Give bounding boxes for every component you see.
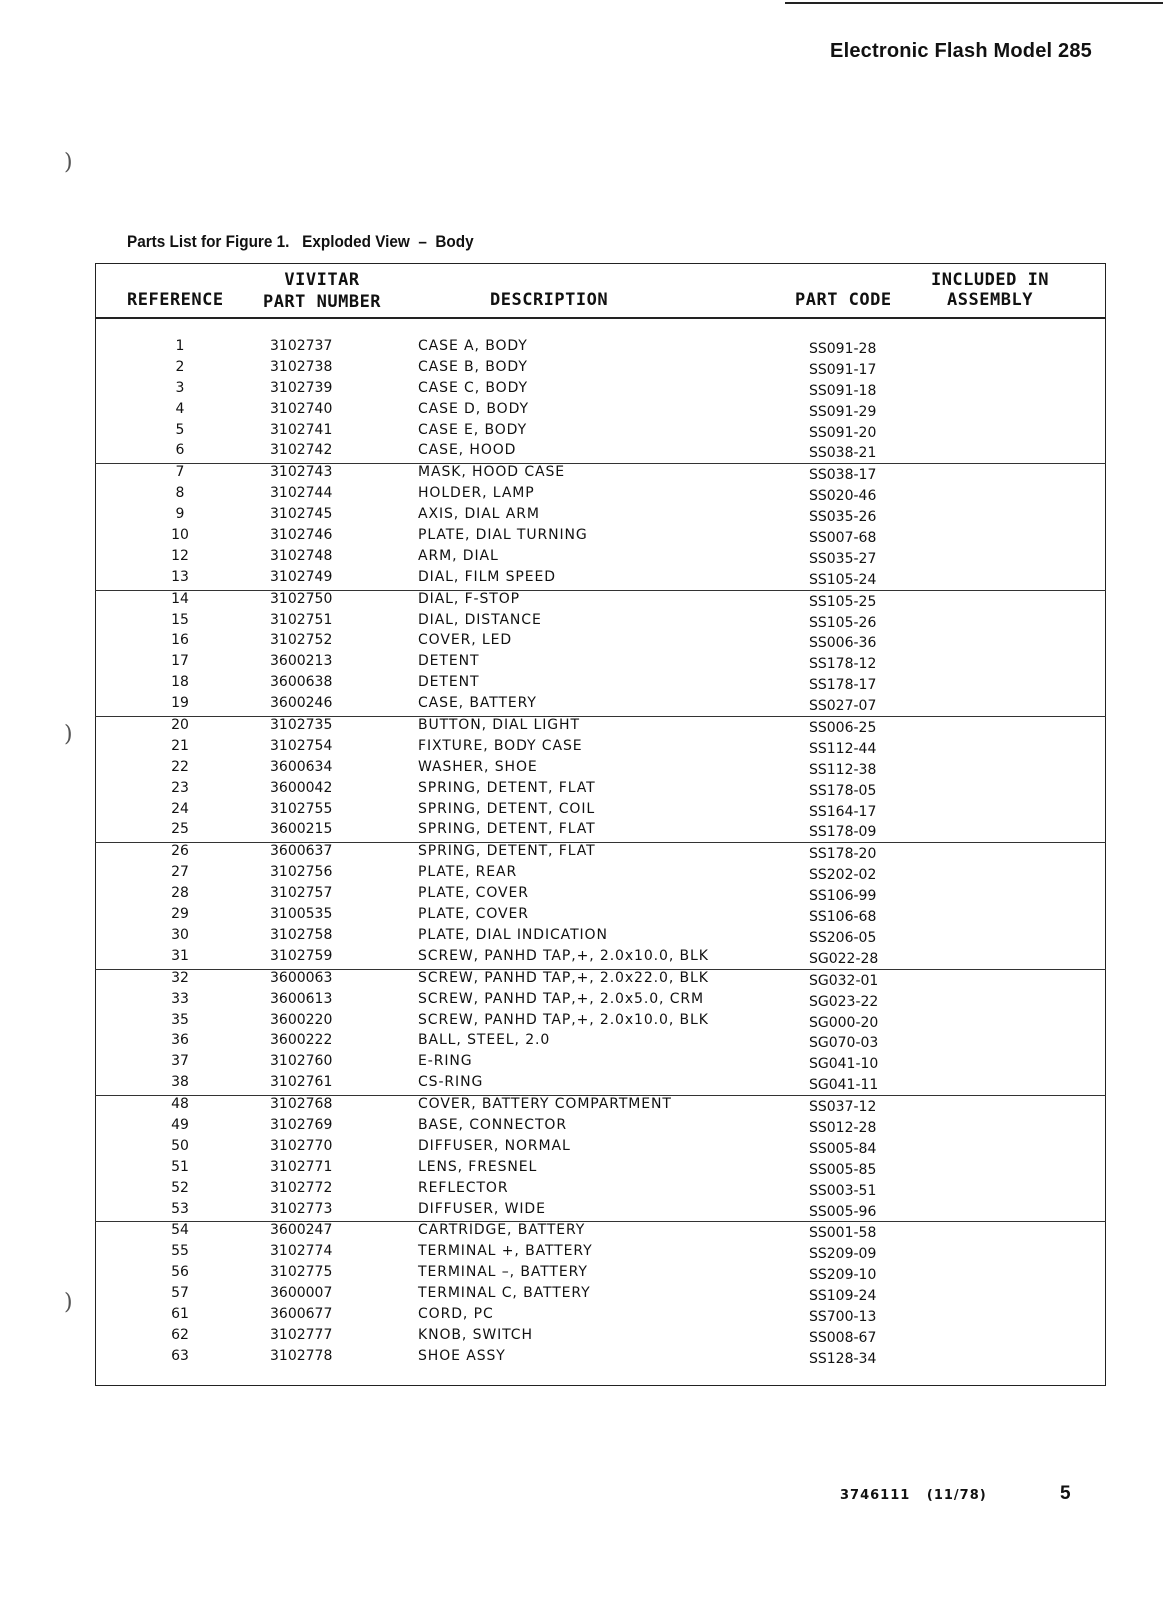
part-code-cell: SS178-05 (809, 782, 877, 799)
description-cell: BASE, CONNECTOR (418, 1116, 567, 1133)
description-cell: DIFFUSER, NORMAL (418, 1137, 571, 1154)
table-row (95, 843, 1106, 864)
table-row (95, 1159, 1106, 1180)
part-code-cell: SS035-27 (809, 550, 877, 567)
table-row (95, 442, 1106, 463)
description-cell: BUTTON, DIAL LIGHT (418, 717, 580, 734)
part-code-cell: SS109-24 (809, 1288, 877, 1305)
part-number-cell: 3102746 (270, 527, 333, 544)
table-row (95, 864, 1106, 885)
part-code-cell: SS105-24 (809, 571, 877, 588)
table-row (95, 1074, 1106, 1095)
reference-cell: 51 (171, 1158, 189, 1175)
part-number-cell: 3102735 (270, 717, 333, 734)
reference-cell: 36 (171, 1032, 189, 1049)
part-code-cell: SS112-44 (809, 740, 877, 757)
table-row (95, 906, 1106, 927)
part-number-cell: 3102773 (270, 1200, 333, 1217)
reference-cell: 8 (175, 485, 185, 502)
reference-cell: 27 (171, 864, 189, 881)
description-cell: DIAL, DISTANCE (418, 611, 542, 628)
table-row (95, 1012, 1106, 1033)
table-row (95, 948, 1106, 969)
part-number-cell: 3102756 (270, 864, 333, 881)
description-cell: SPRING, DETENT, FLAT (418, 821, 596, 838)
reference-cell: 63 (171, 1347, 189, 1364)
description-cell: CASE C, BODY (418, 379, 528, 396)
description-cell: DIAL, FILM SPEED (418, 568, 556, 585)
reference-cell: 48 (171, 1096, 189, 1113)
table-row (95, 548, 1106, 569)
description-cell: PLATE, DIAL TURNING (418, 527, 588, 544)
description-cell: CARTRIDGE, BATTERY (418, 1222, 586, 1239)
table-row (95, 485, 1106, 506)
part-number-cell: 3600247 (270, 1222, 333, 1239)
table-row (95, 612, 1106, 633)
table-row (95, 717, 1106, 738)
reference-cell: 52 (171, 1179, 189, 1196)
part-code-cell: SS005-85 (809, 1161, 877, 1178)
part-number-cell: 3102742 (270, 442, 333, 459)
part-code-cell: SS003-51 (809, 1182, 877, 1199)
table-row (95, 422, 1106, 443)
part-code-cell: SS106-68 (809, 909, 877, 926)
reference-cell: 29 (171, 906, 189, 923)
description-cell: REFLECTOR (418, 1179, 509, 1196)
part-number-cell: 3102741 (270, 421, 333, 438)
part-number-cell: 3100535 (270, 906, 333, 923)
part-number-cell: 3102758 (270, 926, 333, 943)
reference-cell: 38 (171, 1074, 189, 1091)
reference-cell: 54 (171, 1222, 189, 1239)
part-code-cell: SS020-46 (809, 488, 877, 505)
part-number-cell: 3600634 (270, 758, 333, 775)
table-row (95, 885, 1106, 906)
part-number-cell: 3600007 (270, 1285, 333, 1302)
part-code-cell: SS209-09 (809, 1246, 877, 1263)
part-number-cell: 3102744 (270, 485, 333, 502)
part-code-cell: SS091-20 (809, 424, 877, 441)
description-cell: SCREW, PANHD TAP,+, 2.0x10.0, BLK (418, 1011, 709, 1028)
description-cell: PLATE, COVER (418, 885, 529, 902)
description-cell: DETENT (418, 653, 480, 670)
margin-mark: ) (64, 1290, 73, 1315)
part-number-cell: 3102751 (270, 611, 333, 628)
table-row (95, 1306, 1106, 1327)
col-header-included-in: INCLUDED IN (930, 270, 1050, 290)
reference-cell: 30 (171, 926, 189, 943)
part-code-cell: SS001-58 (809, 1225, 877, 1242)
part-number-cell: 3102745 (270, 506, 333, 523)
part-code-cell: SS700-13 (809, 1308, 877, 1325)
reference-cell: 37 (171, 1053, 189, 1070)
part-number-cell: 3600637 (270, 843, 333, 860)
table-row (95, 464, 1106, 485)
description-cell: CORD, PC (418, 1305, 494, 1322)
description-cell: SCREW, PANHD TAP,+, 2.0x22.0, BLK (418, 969, 709, 986)
description-cell: SHOE ASSY (418, 1347, 506, 1364)
part-number-cell: 3102768 (270, 1096, 333, 1113)
col-header-part-number: PART NUMBER (262, 292, 382, 312)
description-cell: TERMINAL C, BATTERY (418, 1285, 591, 1302)
part-number-cell: 3102740 (270, 400, 333, 417)
table-row (95, 338, 1106, 359)
reference-cell: 53 (171, 1200, 189, 1217)
reference-cell: 20 (171, 717, 189, 734)
description-cell: PLATE, REAR (418, 864, 518, 881)
reference-cell: 2 (175, 358, 185, 375)
reference-cell: 14 (171, 590, 189, 607)
description-cell: AXIS, DIAL ARM (418, 506, 540, 523)
table-row (95, 527, 1106, 548)
part-code-cell: SS178-12 (809, 656, 877, 673)
col-header-reference: REFERENCE (127, 290, 224, 310)
part-code-cell: SS008-67 (809, 1329, 877, 1346)
part-number-cell: 3102743 (270, 464, 333, 481)
table-row (95, 821, 1106, 842)
description-cell: TERMINAL +, BATTERY (418, 1243, 593, 1260)
reference-cell: 19 (171, 695, 189, 712)
part-code-cell: SS178-17 (809, 677, 877, 694)
description-cell: LENS, FRESNEL (418, 1158, 538, 1175)
part-code-cell: SS091-29 (809, 403, 877, 420)
description-cell: CASE, BATTERY (418, 695, 537, 712)
description-cell: CASE B, BODY (418, 358, 528, 375)
description-cell: COVER, LED (418, 632, 513, 649)
part-number-cell: 3102759 (270, 947, 333, 964)
part-code-cell: SS106-99 (809, 888, 877, 905)
document-code: 3746111 (11/78) (840, 1488, 987, 1503)
part-code-cell: SS091-18 (809, 382, 877, 399)
part-number-cell: 3102757 (270, 885, 333, 902)
col-header-assembly: ASSEMBLY (947, 290, 1033, 310)
reference-cell: 3 (175, 379, 185, 396)
reference-cell: 9 (175, 506, 185, 523)
description-cell: SCREW, PANHD TAP,+, 2.0x5.0, CRM (418, 990, 704, 1007)
part-code-cell: SG022-28 (809, 950, 879, 967)
table-row (95, 1201, 1106, 1222)
reference-cell: 25 (171, 821, 189, 838)
part-number-cell: 3102748 (270, 547, 333, 564)
reference-cell: 22 (171, 758, 189, 775)
margin-mark: ) (64, 722, 73, 747)
part-code-cell: SS038-21 (809, 445, 877, 462)
part-number-cell: 3102749 (270, 568, 333, 585)
part-code-cell: SG032-01 (809, 972, 879, 989)
col-header-description: DESCRIPTION (490, 290, 609, 310)
description-cell: ARM, DIAL (418, 547, 499, 564)
part-number-cell: 3600638 (270, 674, 333, 691)
reference-cell: 49 (171, 1116, 189, 1133)
page-header: Electronic Flash Model 285 (830, 40, 1092, 62)
description-cell: SPRING, DETENT, FLAT (418, 779, 596, 796)
table-row (95, 1032, 1106, 1053)
part-code-cell: SS012-28 (809, 1119, 877, 1136)
reference-cell: 28 (171, 885, 189, 902)
col-header-part-code: PART CODE (795, 290, 892, 310)
description-cell: CASE E, BODY (418, 421, 528, 438)
reference-cell: 12 (171, 547, 189, 564)
reference-cell: 17 (171, 653, 189, 670)
description-cell: DIAL, F-STOP (418, 590, 520, 607)
part-code-cell: SS038-17 (809, 467, 877, 484)
table-row (95, 738, 1106, 759)
part-code-cell: SS027-07 (809, 698, 877, 715)
part-code-cell: SG070-03 (809, 1035, 879, 1052)
description-cell: FIXTURE, BODY CASE (418, 737, 583, 754)
part-code-cell: SS037-12 (809, 1099, 877, 1116)
reference-cell: 21 (171, 737, 189, 754)
part-code-cell: SS202-02 (809, 867, 877, 884)
reference-cell: 56 (171, 1264, 189, 1281)
reference-cell: 5 (175, 421, 185, 438)
table-row (95, 759, 1106, 780)
description-cell: CS-RING (418, 1074, 484, 1091)
table-row (95, 674, 1106, 695)
description-cell: CASE D, BODY (418, 400, 529, 417)
part-number-cell: 3600613 (270, 990, 333, 1007)
reference-cell: 7 (175, 464, 185, 481)
part-number-cell: 3102770 (270, 1137, 333, 1154)
part-code-cell: SS005-96 (809, 1203, 877, 1220)
description-cell: BALL, STEEL, 2.0 (418, 1032, 551, 1049)
part-code-cell: SS035-26 (809, 509, 877, 526)
reference-cell: 32 (171, 969, 189, 986)
part-code-cell: SS091-17 (809, 361, 877, 378)
part-number-cell: 3102754 (270, 737, 333, 754)
part-code-cell: SG041-10 (809, 1056, 879, 1073)
reference-cell: 35 (171, 1011, 189, 1028)
part-number-cell: 3102778 (270, 1347, 333, 1364)
part-number-cell: 3600213 (270, 653, 333, 670)
description-cell: TERMINAL –, BATTERY (418, 1264, 588, 1281)
part-code-cell: SS105-25 (809, 593, 877, 610)
reference-cell: 1 (175, 338, 185, 354)
reference-cell: 55 (171, 1243, 189, 1260)
table-row (95, 970, 1106, 991)
part-number-cell: 3102772 (270, 1179, 333, 1196)
table-caption: Parts List for Figure 1. Exploded View – Body (127, 232, 474, 251)
description-cell: CASE, HOOD (418, 442, 517, 459)
reference-cell: 10 (171, 527, 189, 544)
reference-cell: 61 (171, 1305, 189, 1322)
part-number-cell: 3102775 (270, 1264, 333, 1281)
part-number-cell: 3102777 (270, 1326, 333, 1343)
reference-cell: 62 (171, 1326, 189, 1343)
part-code-cell: SS128-34 (809, 1350, 877, 1367)
part-number-cell: 3102752 (270, 632, 333, 649)
table-row (95, 991, 1106, 1012)
part-code-cell: SS005-84 (809, 1140, 877, 1157)
part-number-cell: 3102761 (270, 1074, 333, 1091)
table-row (95, 695, 1106, 716)
description-cell: DIFFUSER, WIDE (418, 1200, 546, 1217)
part-code-cell: SG041-11 (809, 1077, 879, 1094)
table-row (95, 780, 1106, 801)
part-code-cell: SS006-25 (809, 720, 877, 737)
table-row (95, 1096, 1106, 1117)
description-cell: WASHER, SHOE (418, 758, 538, 775)
top-rule (785, 2, 1163, 4)
description-cell: SPRING, DETENT, COIL (418, 800, 596, 817)
table-row (95, 1180, 1106, 1201)
part-number-cell: 3102774 (270, 1243, 333, 1260)
parts-table-body (95, 338, 1106, 1369)
part-code-cell: SS006-36 (809, 635, 877, 652)
part-code-cell: SS091-28 (809, 341, 877, 357)
description-cell: SCREW, PANHD TAP,+, 2.0x10.0, BLK (418, 947, 709, 964)
part-number-cell: 3600246 (270, 695, 333, 712)
description-cell: PLATE, DIAL INDICATION (418, 926, 608, 943)
table-row (95, 401, 1106, 422)
part-code-cell: SS178-20 (809, 846, 877, 863)
reference-cell: 15 (171, 611, 189, 628)
part-code-cell: SS164-17 (809, 803, 877, 820)
table-row (95, 1243, 1106, 1264)
description-cell: MASK, HOOD CASE (418, 464, 566, 481)
part-number-cell: 3102760 (270, 1053, 333, 1070)
part-number-cell: 3102739 (270, 379, 333, 396)
page-number: 5 (1060, 1483, 1071, 1504)
table-row (95, 591, 1106, 612)
description-cell: KNOB, SWITCH (418, 1326, 533, 1343)
part-code-cell: SS007-68 (809, 530, 877, 547)
part-number-cell: 3600042 (270, 779, 333, 796)
part-number-cell: 3102750 (270, 590, 333, 607)
table-row (95, 1117, 1106, 1138)
description-cell: PLATE, COVER (418, 906, 529, 923)
part-number-cell: 3600220 (270, 1011, 333, 1028)
part-number-cell: 3600222 (270, 1032, 333, 1049)
margin-mark: ) (64, 150, 73, 175)
reference-cell: 6 (175, 442, 185, 459)
description-cell: COVER, BATTERY COMPARTMENT (418, 1096, 672, 1113)
part-number-cell: 3102771 (270, 1158, 333, 1175)
reference-cell: 50 (171, 1137, 189, 1154)
part-code-cell: SG023-22 (809, 993, 879, 1010)
description-cell: E-RING (418, 1053, 473, 1070)
reference-cell: 18 (171, 674, 189, 691)
part-number-cell: 3102738 (270, 358, 333, 375)
part-code-cell: SS206-05 (809, 929, 877, 946)
description-cell: HOLDER, LAMP (418, 485, 535, 502)
part-number-cell: 3600215 (270, 821, 333, 838)
table-row (95, 506, 1106, 527)
table-row (95, 1348, 1106, 1369)
header-rule (95, 317, 1106, 319)
part-code-cell: SS105-26 (809, 614, 877, 631)
table-row (95, 1222, 1106, 1243)
part-code-cell: SS112-38 (809, 761, 877, 778)
table-row (95, 927, 1106, 948)
table-row (95, 380, 1106, 401)
table-row (95, 1264, 1106, 1285)
part-code-cell: SG000-20 (809, 1014, 879, 1031)
reference-cell: 26 (171, 843, 189, 860)
table-row (95, 359, 1106, 380)
reference-cell: 13 (171, 568, 189, 585)
part-number-cell: 3102755 (270, 800, 333, 817)
table-row (95, 569, 1106, 590)
reference-cell: 16 (171, 632, 189, 649)
description-cell: SPRING, DETENT, FLAT (418, 843, 596, 860)
part-number-cell: 3600063 (270, 969, 333, 986)
description-cell: DETENT (418, 674, 480, 691)
part-number-cell: 3600677 (270, 1305, 333, 1322)
col-header-vivitar: VIVITAR (284, 270, 360, 290)
description-cell: CASE A, BODY (418, 338, 528, 354)
table-row (95, 1053, 1106, 1074)
table-row (95, 1285, 1106, 1306)
reference-cell: 31 (171, 947, 189, 964)
table-row (95, 1138, 1106, 1159)
part-code-cell: SS178-09 (809, 824, 877, 841)
table-row (95, 801, 1106, 822)
table-row (95, 1327, 1106, 1348)
reference-cell: 23 (171, 779, 189, 796)
reference-cell: 24 (171, 800, 189, 817)
reference-cell: 4 (175, 400, 185, 417)
reference-cell: 57 (171, 1285, 189, 1302)
part-number-cell: 3102769 (270, 1116, 333, 1133)
reference-cell: 33 (171, 990, 189, 1007)
table-row (95, 632, 1106, 653)
table-row (95, 653, 1106, 674)
part-number-cell: 3102737 (270, 338, 333, 354)
part-code-cell: SS209-10 (809, 1267, 877, 1284)
